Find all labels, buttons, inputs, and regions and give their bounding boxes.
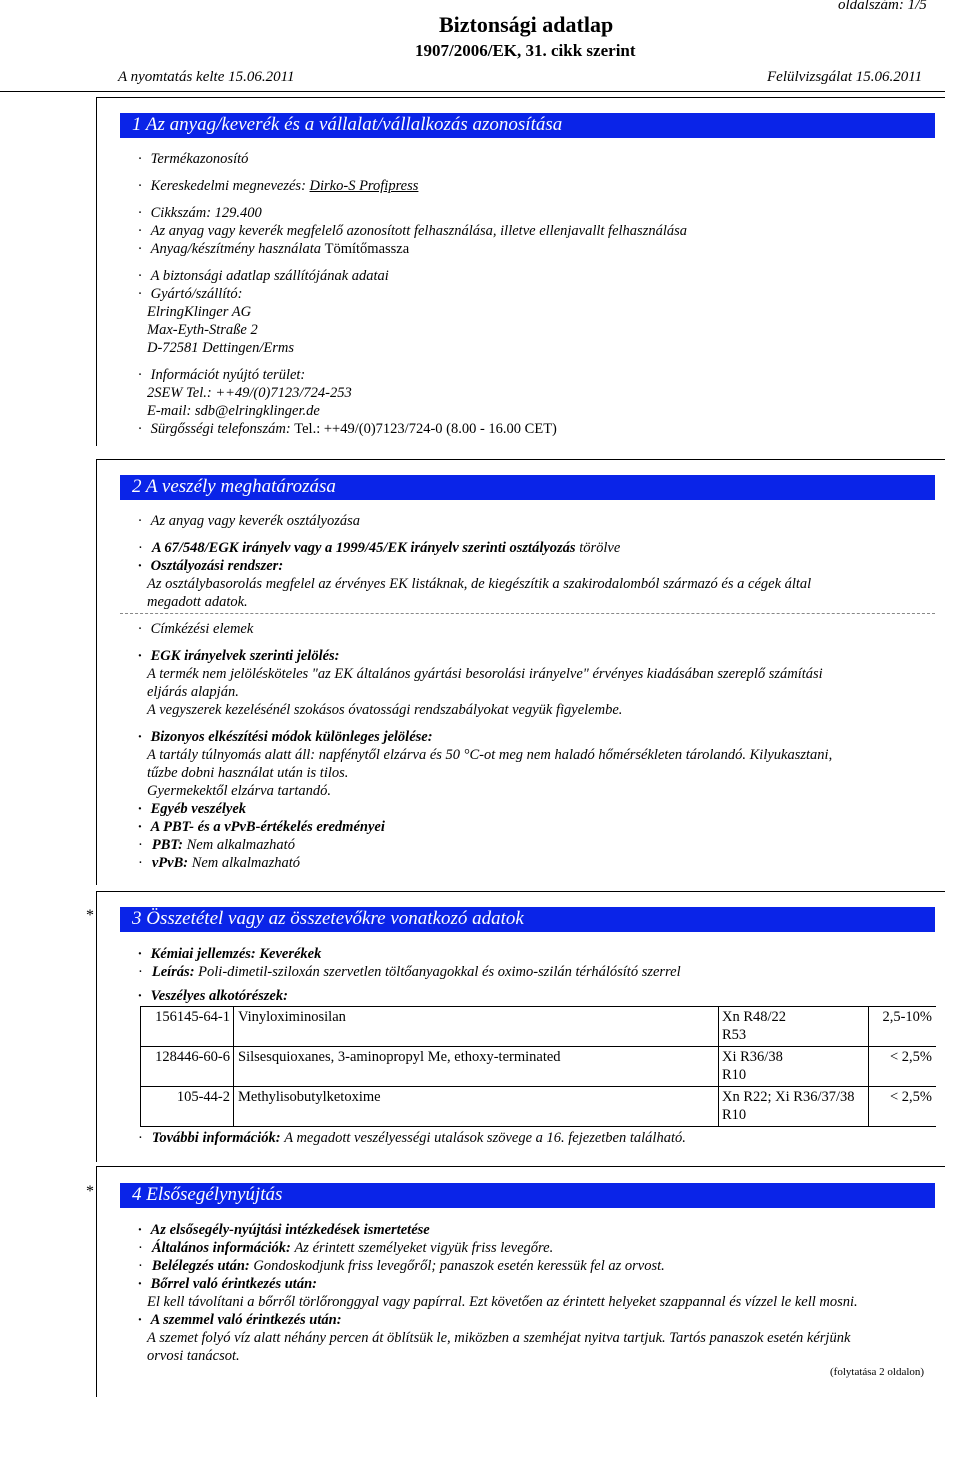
chemical-characterization: · Kémiai jellemzés: Keverékek: [138, 946, 322, 962]
classification-system-label: · Osztályozási rendszer:: [138, 558, 284, 574]
concentration: < 2,5%: [889, 1049, 932, 1065]
egk-text-2: eljárás alapján.: [147, 684, 239, 700]
section-1-title: 1 Az anyag/keverék és a vállalat/vállalkozás azonosítása: [132, 114, 563, 135]
egk-text-1: A termék nem jelölésköteles "az EK általános gyártási besorolási irányelve" érvényes kiadásában szereplő számítási: [147, 666, 823, 682]
continued-note: (folytatása 2 oldalon): [830, 1366, 925, 1378]
cas-number: 105-44-2: [176, 1089, 230, 1105]
revision-marker: *: [86, 907, 94, 924]
section-4-title: 4 Elsősegélynyújtás: [132, 1184, 283, 1205]
manufacturer-label: · Gyártó/szállító:: [138, 286, 243, 302]
document-title: Biztonsági adatlap: [439, 12, 614, 37]
article-number: · Cikkszám: 129.400: [138, 205, 262, 221]
special-text-3: Gyermekektől elzárva tartandó.: [147, 783, 332, 799]
egk-label: · EGK irányelvek szerinti jelölés:: [138, 648, 340, 664]
risk-phrase-2: R10: [722, 1107, 747, 1123]
eye-contact-text-2: orvosi tanácsot.: [147, 1348, 240, 1364]
special-text-2: tűzbe dobni használat után is tilos.: [147, 765, 349, 781]
label-elements-heading: · Címkézési elemek: [138, 621, 254, 637]
table-rule: [233, 1006, 234, 1126]
risk-phrase: Xi R36/38: [722, 1049, 783, 1065]
section-3-header: [120, 907, 935, 932]
table-rule: [868, 1006, 869, 1126]
general-information: · Általános információk: Az érintett személyeket vigyük friss levegőre.: [138, 1240, 554, 1256]
revision-date: Felülvizsgálat 15.06.2011: [767, 69, 923, 85]
page-number: oldalszám: 1/5: [838, 0, 927, 13]
document-subtitle: 1907/2006/EK, 31. cikk szerint: [415, 41, 636, 60]
table-rule: [140, 1046, 936, 1047]
skin-contact-text: El kell távolítani a bőrről törlőronggyal vagy papírral. Ezt követően az érintett helyeket szappannal és vízzel le kell mosni.: [147, 1294, 858, 1310]
eye-contact-text-1: A szemet folyó víz alatt néhány percen át öblítsük le, miközben a szemhéjat nyitva tartjuk. Tartós panaszok esetén kérjünk: [147, 1330, 851, 1346]
risk-phrase-2: R53: [722, 1027, 747, 1043]
info-email: E-mail: sdb@elringklinger.de: [147, 403, 320, 419]
emergency-phone: · Sürgősségi telefonszám: Tel.: ++49/(0)7123/724-0 (8.00 - 16.00 CET): [138, 421, 557, 437]
vpvb-result: · vPvB: Nem alkalmazható: [138, 855, 301, 871]
table-rule: [718, 1006, 719, 1126]
address-company: ElringKlinger AG: [147, 304, 252, 320]
section-2-header: [120, 475, 935, 500]
revision-marker: *: [86, 1183, 94, 1200]
dashed-divider: [120, 613, 935, 614]
product-identifier: · Termékazonosító: [138, 151, 249, 167]
special-labelling-label: · Bizonyos elkészítési módok különleges jelölése:: [138, 729, 433, 745]
concentration: < 2,5%: [889, 1089, 932, 1105]
risk-phrase: Xn R22; Xi R36/37/38: [722, 1089, 855, 1105]
info-department: · Információt nyújtó terület:: [138, 367, 306, 383]
pbt-result: · PBT: Nem alkalmazható: [138, 837, 295, 853]
section-4-header: [120, 1183, 935, 1208]
address-street: Max-Eyth-Straße 2: [147, 322, 258, 338]
section-1-header: [120, 113, 935, 138]
section-3-title: 3 Összetétel vagy az összetevőkre vonatkozó adatok: [132, 908, 524, 929]
classification-heading: · Az anyag vagy keverék osztályozása: [138, 513, 361, 529]
product-use: · Anyag/készítmény használata Tömítőmassza: [138, 241, 410, 257]
table-rule: [140, 1006, 141, 1126]
section-2-title: 2 A veszély meghatározása: [132, 476, 336, 497]
after-inhalation: · Belélegzés után: Gondoskodjunk friss levegőről; panaszok esetén keressük fel az orvost.: [138, 1258, 665, 1274]
egk-text-3: A vegyszerek kezelésénél szokásos óvatossági rendszabályokat vegyük figyelembe.: [147, 702, 623, 718]
hazardous-components-label: · Veszélyes alkotórészek:: [138, 988, 288, 1004]
address-city: D-72581 Dettingen/Erms: [147, 340, 294, 356]
risk-phrase: Xn R48/22: [722, 1009, 787, 1025]
classification-system-text-1: Az osztálybasorolás megfelel az érvényes EK listáknak, de kiegészítik a szakirodalomból származó és a cégek által: [147, 576, 812, 592]
first-aid-measures: · Az elsősegély-nyújtási intézkedések ismertetése: [138, 1222, 430, 1238]
description: · Leírás: Poli-dimetil-sziloxán szervetlen töltőanyagokkal és oximo-szilán térhálósító szerrel: [138, 964, 681, 980]
table-rule: [140, 1126, 936, 1127]
uses-heading: · Az anyag vagy keverék megfelelő azonosított felhasználása, illetve ellenjavallt felhasználása: [138, 223, 688, 239]
special-text-1: A tartály túlnyomás alatt áll: napfénytől elzárva és 50 °C-ot meg nem haladó hőmérsékleten tárolandó. Kilyukasztani,: [147, 747, 833, 763]
eye-contact-label: · A szemmel való érintkezés után:: [138, 1312, 342, 1328]
further-information: · További információk: A megadott veszélyességi utalások szövege a 16. fejezetben található.: [138, 1130, 686, 1146]
cas-number: 156145-64-1: [155, 1009, 230, 1025]
info-telephone: 2SEW Tel.: ++49/(0)7123/724-253: [147, 385, 352, 401]
table-rule: [140, 1006, 936, 1007]
other-hazards: · Egyéb veszélyek: [138, 801, 247, 817]
skin-contact-label: · Bőrrel való érintkezés után:: [138, 1276, 317, 1292]
cas-number: 128446-60-6: [155, 1049, 230, 1065]
print-date: A nyomtatás kelte 15.06.2011: [118, 69, 295, 85]
component-name: Vinyloximinosilan: [238, 1009, 346, 1025]
component-name: Methylisobutylketoxime: [238, 1089, 381, 1105]
table-rule: [140, 1086, 936, 1087]
classification-system-text-2: megadott adatok.: [147, 594, 248, 610]
supplier-heading: · A biztonsági adatlap szállítójának adatai: [138, 268, 389, 284]
concentration: 2,5-10%: [882, 1009, 932, 1025]
component-name: Silsesquioxanes, 3-aminopropyl Me, ethoxy-terminated: [238, 1049, 561, 1065]
risk-phrase-2: R10: [722, 1067, 747, 1083]
header-rule: [0, 91, 945, 92]
pbt-heading: · A PBT- és a vPvB-értékelés eredményei: [138, 819, 385, 835]
directive-classification: · A 67/548/EGK irányelv vagy a 1999/45/EK irányelv szerinti osztályozás törölve: [138, 540, 621, 556]
trade-name: · Kereskedelmi megnevezés: Dirko-S Profipress: [138, 178, 419, 194]
